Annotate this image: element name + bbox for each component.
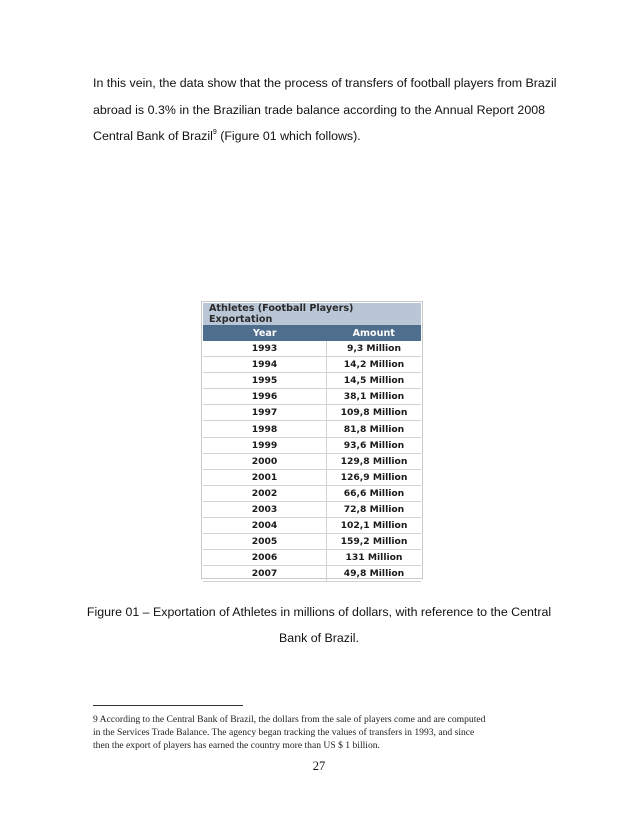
year-cell: 1996: [203, 389, 327, 405]
amount-cell: 126,9 Million: [327, 469, 422, 485]
exportation-table: [203, 303, 421, 582]
year-cell: 1994: [203, 357, 327, 373]
amount-cell: 131 Million: [327, 550, 422, 566]
year-cell: 2002: [203, 485, 327, 501]
page-number: 27: [312, 759, 326, 773]
amount-cell: 66,6 Million: [327, 485, 422, 501]
footnote: [93, 713, 548, 752]
year-cell: 2000: [203, 453, 327, 469]
footnote-line: then the export of players has earned the country more than US $ 1 billion.: [93, 740, 380, 751]
table-row: [203, 373, 421, 389]
figure-caption: [0, 599, 638, 651]
footnote-line: 9 According to the Central Bank of Brazil, the dollars from the sale of players come and are computed: [93, 714, 486, 725]
footnote-line: in the Services Trade Balance. The agency began tracking the values of transfers in 1993, and since: [93, 727, 475, 738]
body-text: (Figure 01 which follows).: [216, 129, 361, 143]
year-cell: 2005: [203, 534, 327, 550]
table-row: [203, 469, 421, 485]
table-row: [203, 421, 421, 437]
table-row: [203, 550, 421, 566]
body-line: abroad is 0.3% in the Brazilian trade balance according to the Annual Report 2008: [93, 102, 545, 117]
table-row: [203, 518, 421, 534]
table-row: [203, 405, 421, 421]
amount-cell: 72,8 Million: [327, 501, 422, 517]
amount-cell: 9,3 Million: [327, 341, 422, 357]
column-header-amount: Amount: [327, 325, 422, 341]
year-cell: 2004: [203, 518, 327, 534]
caption-line: Bank of Brazil.: [279, 631, 359, 645]
amount-cell: 109,8 Million: [327, 405, 422, 421]
footnote-separator: [93, 705, 243, 706]
table-row: [203, 485, 421, 501]
table-row: [203, 389, 421, 405]
amount-cell: 81,8 Million: [327, 421, 422, 437]
body-text: Central Bank of Brazil: [93, 129, 213, 143]
amount-cell: 129,8 Million: [327, 453, 422, 469]
amount-cell: 49,8 Million: [327, 566, 422, 582]
amount-cell: 38,1 Million: [327, 389, 422, 405]
amount-cell: 14,5 Million: [327, 373, 422, 389]
year-cell: 2006: [203, 550, 327, 566]
footnote-reference[interactable]: 9: [212, 129, 217, 136]
amount-cell: 93,6 Million: [327, 437, 422, 453]
year-cell: 1998: [203, 421, 327, 437]
table-body: [203, 341, 421, 582]
table-row: [203, 357, 421, 373]
table-row: [203, 501, 421, 517]
year-cell: 1993: [203, 341, 327, 357]
table-row: [203, 534, 421, 550]
body-line: In this vein, the data show that the process of transfers of football players from Brazil: [93, 76, 557, 90]
table-row: [203, 341, 421, 357]
table-row: [203, 437, 421, 453]
year-cell: 1995: [203, 373, 327, 389]
amount-cell: 14,2 Million: [327, 357, 422, 373]
table-row: [203, 566, 421, 582]
year-cell: 1999: [203, 437, 327, 453]
table-title: Athletes (Football Players) Exportation: [203, 303, 421, 325]
body-line: [93, 123, 545, 150]
year-cell: 2007: [203, 566, 327, 582]
year-cell: 2003: [203, 501, 327, 517]
figure-table: [201, 301, 423, 579]
body-paragraph: [93, 70, 557, 150]
amount-cell: 159,2 Million: [327, 534, 422, 550]
year-cell: 1997: [203, 405, 327, 421]
amount-cell: 102,1 Million: [327, 518, 422, 534]
caption-line: Figure 01 – Exportation of Athletes in millions of dollars, with reference to the Central: [86, 605, 552, 619]
column-header-year: Year: [203, 325, 327, 341]
year-cell: 2001: [203, 469, 327, 485]
table-row: [203, 453, 421, 469]
